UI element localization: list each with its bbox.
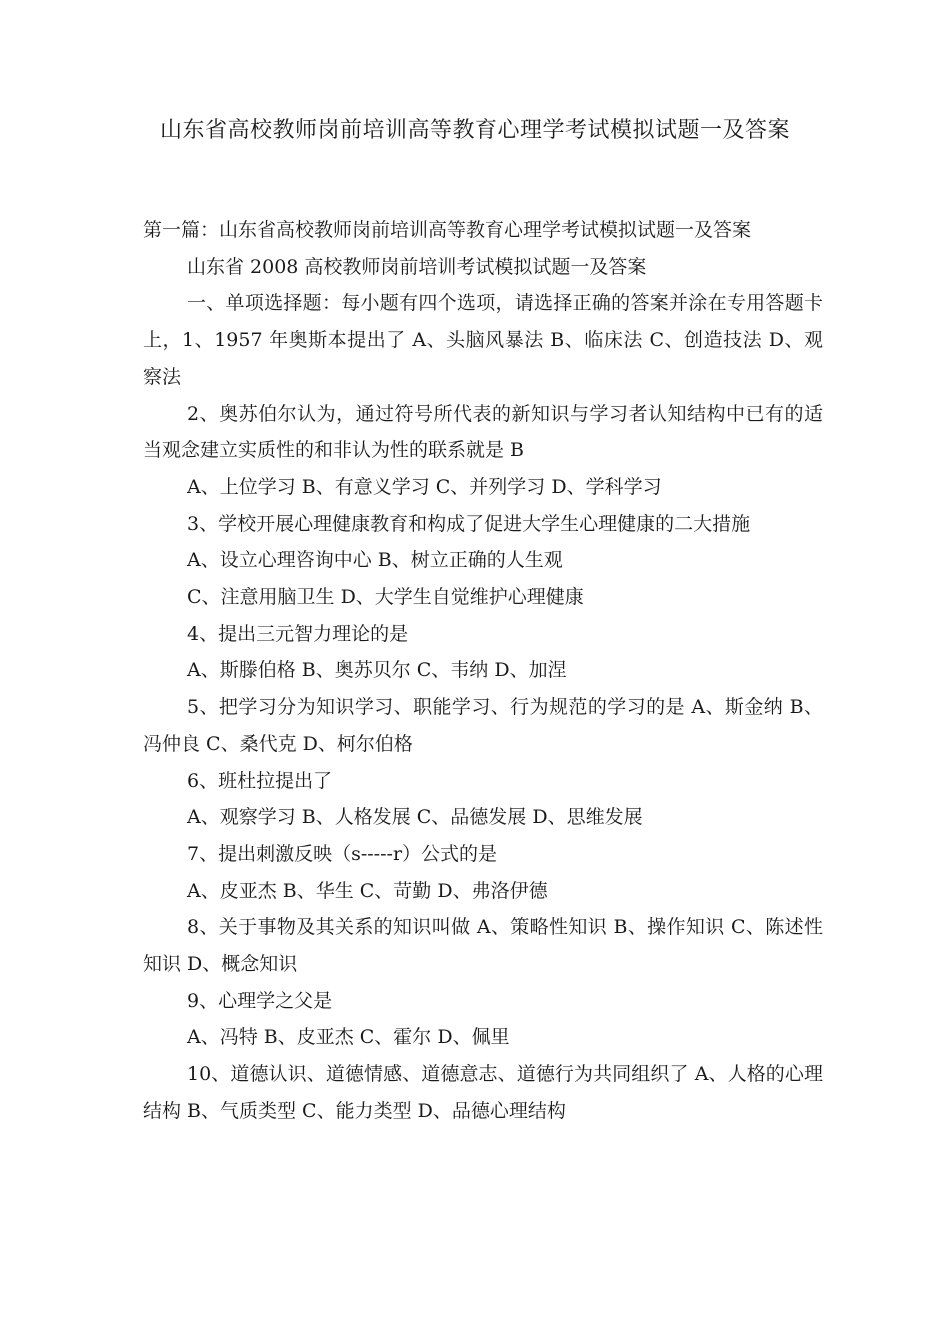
question-3: 3、学校开展心理健康教育和构成了促进大学生心理健康的二大措施 <box>187 512 751 535</box>
question-8: 8、关于事物及其关系的知识叫做 A、策略性知识 B、操作知识 C、陈述性知识 D、概念知识 <box>143 916 823 976</box>
question-3-options-cd: C、注意用脑卫生 D、大学生自觉维护心理健康 <box>187 586 584 609</box>
question-5: 5、把学习分为知识学习、职能学习、行为规范的学习的是 A、斯金纳 B、冯仲良 C、桑代克 D、柯尔伯格 <box>143 696 823 755</box>
question-1: 一、单项选择题：每小题有四个选项，请选择正确的答案并涂在专用答题卡上，1、1957 年奥斯本提出了 A、头脑风暴法 B、临床法 C、创造技法 D、观察法 <box>143 292 823 388</box>
question-7-options: A、皮亚杰 B、华生 C、苛勤 D、弗洛伊德 <box>187 879 548 902</box>
question-3-options-ab: A、设立心理咨询中心 B、树立正确的人生观 <box>187 549 563 572</box>
question-6-options: A、观察学习 B、人格发展 C、品德发展 D、思维发展 <box>187 806 643 829</box>
question-9-options: A、冯特 B、皮亚杰 C、霍尔 D、佩里 <box>187 1026 510 1049</box>
question-4-options: A、斯滕伯格 B、奥苏贝尔 C、韦纳 D、加涅 <box>187 659 567 682</box>
question-9: 9、心理学之父是 <box>187 989 333 1012</box>
question-10: 10、道德认识、道德情感、道德意志、道德行为共同组织了 A、人格的心理结构 B、气质类型 C、能力类型 D、品德心理结构 <box>143 1063 823 1122</box>
section-heading: 第一篇：山东省高校教师岗前培训高等教育心理学考试模拟试题一及答案 <box>143 219 752 241</box>
exam-title: 山东省 2008 高校教师岗前培训考试模拟试题一及答案 <box>187 255 647 278</box>
question-2-options: A、上位学习 B、有意义学习 C、并列学习 D、学科学习 <box>187 475 662 498</box>
document-body <box>143 212 823 1130</box>
question-6: 6、班杜拉提出了 <box>187 769 333 792</box>
question-2: 2、奥苏伯尔认为，通过符号所代表的新知识与学习者认知结构中已有的适当观念建立实质性的和非认为性的联系就是 B <box>143 402 823 462</box>
question-7: 7、提出刺激反映（s-----r）公式的是 <box>187 842 498 865</box>
question-4: 4、提出三元智力理论的是 <box>187 622 409 645</box>
document-title: 山东省高校教师岗前培训高等教育心理学考试模拟试题一及答案 <box>159 118 790 143</box>
